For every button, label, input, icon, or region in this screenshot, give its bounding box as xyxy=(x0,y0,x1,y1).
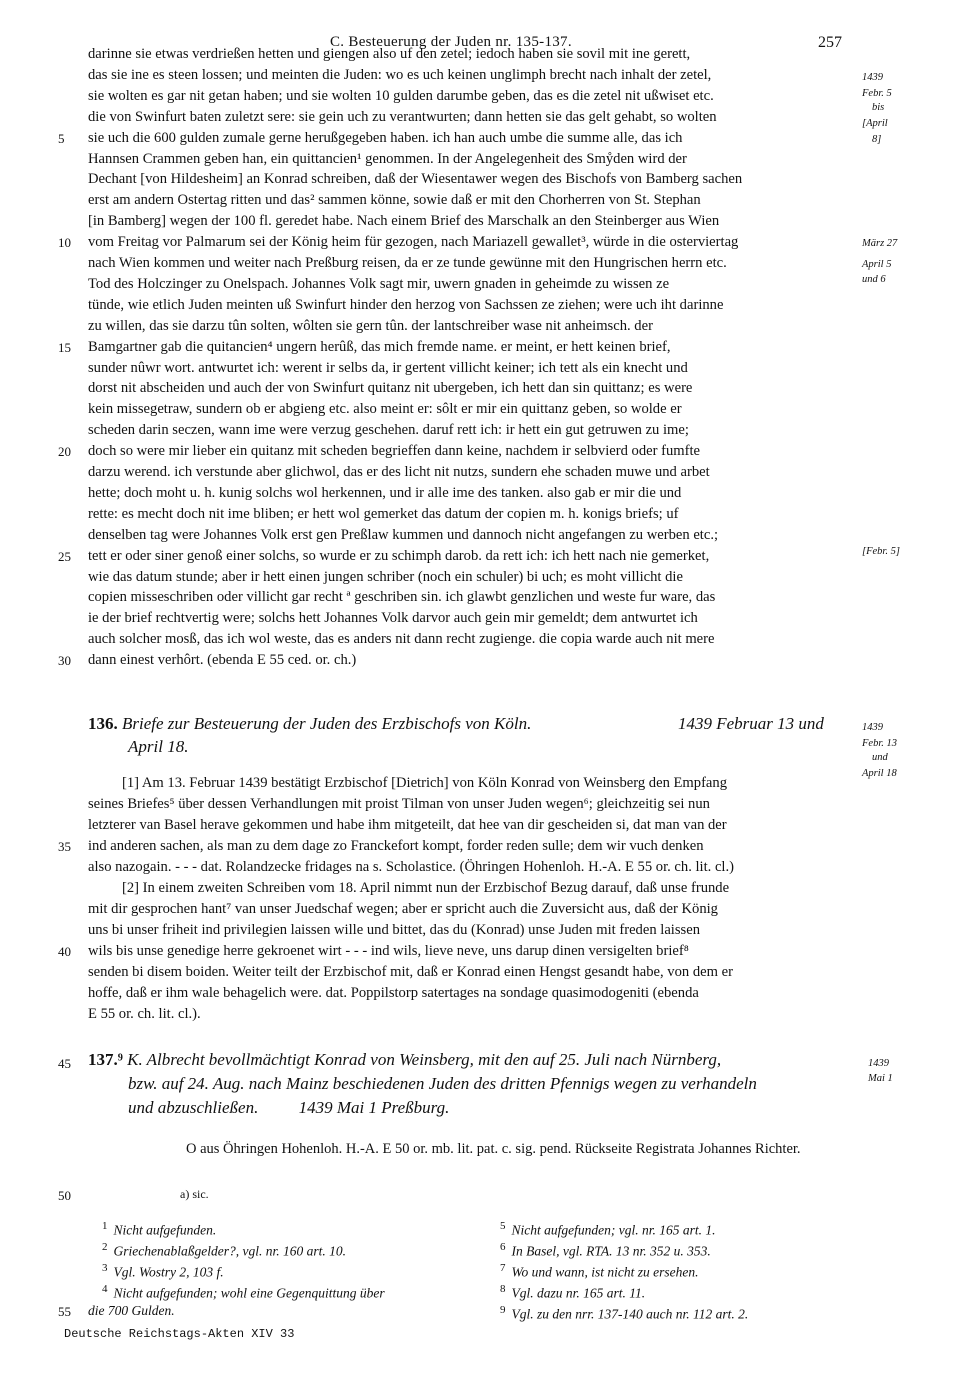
margin-note: April 5 xyxy=(862,259,892,270)
footnote-text: Vgl. Wostry 2, 103 f. xyxy=(113,1264,224,1280)
body-line: kein missegetraw, sundern ob er abgieng etc. also meint er: sôlt er mir ein quittanz geben, so wolde er xyxy=(88,401,682,418)
page-footer: Deutsche Reichstags-Akten XIV 33 xyxy=(64,1327,295,1341)
doc-137-date: 1439 Mai 1 Preßburg. xyxy=(298,1098,450,1117)
footnote xyxy=(102,1217,216,1240)
body-line: senden bi disem boiden. Weiter teilt der Erzbischof mit, daß er Konrad einen Hengst gesandt habe, von dem er xyxy=(88,964,733,980)
margin-note: Febr. 13 xyxy=(862,738,897,749)
footnote-text: die 700 Gulden. xyxy=(88,1303,175,1318)
running-header: C. Besteuerung der Juden nr. 135-137. xyxy=(330,34,572,50)
footnote-number: 8 xyxy=(500,1283,506,1295)
line-number: 20 xyxy=(58,444,71,460)
margin-note: bis xyxy=(872,102,885,113)
footnote xyxy=(102,1259,224,1282)
body-line: zu willen, das sie darzu tûn solten, wôlten sie gern tûn. der lantschreiber wase nit anheimsch. der xyxy=(88,317,653,334)
footnote-number: 4 xyxy=(102,1283,108,1295)
line-number: 25 xyxy=(58,548,71,564)
page-number: 257 xyxy=(818,34,842,51)
footnote xyxy=(500,1259,699,1282)
line-number: 5 xyxy=(58,130,65,146)
line-number: 30 xyxy=(58,653,71,669)
footnote-number: 9 xyxy=(500,1304,506,1316)
doc-136-date2: April 18. xyxy=(128,737,189,756)
margin-note: 1439 xyxy=(862,722,883,733)
body-line: [in Bamberg] wegen der 100 fl. geredet habe. Nach einem Brief des Marschalk an den Steinberger aus Wien xyxy=(88,213,720,230)
body-line: darinne sie etwas verdrießen hetten und giengen also uf den zetel; iedoch haben sie sovil mit ine gerett, xyxy=(88,46,691,62)
margin-note: Mai 1 xyxy=(868,1073,893,1084)
doc-137-heading xyxy=(88,1048,848,1120)
footnote xyxy=(102,1280,385,1303)
body-line: copien misseschriben oder villicht gar recht ª geschriben sin. ich glawbt genzlichen und weste fur ware, das xyxy=(88,589,716,606)
body-line: letzterer van Basel herave gekommen und habe ihm mitgeteilt, dat hee van dir gescheiden si, dat man van der xyxy=(88,817,727,833)
body-line: scheden darin seczen, wann ime were verzug geschehen. daruf rett ich: ir hett ein gut getruwen zu ime; xyxy=(88,422,689,439)
margin-note: [April xyxy=(862,118,888,129)
body-line: sie wolten es gar nit getan haben; und sie wolten 10 gulden darumbe geben, das es die zetel nit ußwiset etc. xyxy=(88,87,714,104)
doc-137-title2: bzw. auf 24. Aug. nach Mainz beschiedenen Juden des dritten Pfennigs wegen zu verhandeln xyxy=(128,1074,757,1093)
footnote-number: 1 xyxy=(102,1220,108,1232)
margin-note: [Febr. 5] xyxy=(862,546,900,557)
margin-note: 1439 xyxy=(862,72,883,83)
footnote-text: Nicht aufgefunden; vgl. nr. 165 art. 1. xyxy=(511,1222,716,1238)
footnote-number: 5 xyxy=(500,1220,506,1232)
doc-136-date: 1439 Februar 13 und xyxy=(678,714,824,733)
line-number: 15 xyxy=(58,339,71,355)
line-number-45: 45 xyxy=(58,1056,71,1071)
body-line: auch solcher mosß, das ich wol weste, das es anders nit dann recht zugienge. die copia warde auch nit mere xyxy=(88,631,715,648)
footnote xyxy=(88,1301,175,1320)
footnote xyxy=(500,1301,748,1324)
body-line: darzu werend. ich verstunde aber glichwol, das er des licht nit nutzs, sundern ehe schaden muwe und arbet xyxy=(88,464,710,480)
body-line: das sie ine es steen lossen; und meinten die Juden: wo es uch keinen unglimph brecht nach inhalt der zetel, xyxy=(88,66,712,83)
line-number: 10 xyxy=(58,235,71,251)
body-line: doch so were mir lieber ein quitanz mit scheden begrieffen dann keine, nachdem ir selbvierd oder fumfte xyxy=(88,443,701,460)
body-line: E 55 or. ch. lit. cl.). xyxy=(88,1006,201,1022)
margin-note: 8] xyxy=(872,134,882,145)
body-line: erst am andern Ostertag ritten und das² sammen könne, sowie daß er mit den Chorherren von St. Stephan xyxy=(88,192,701,209)
footnote-text: Vgl. zu den nrr. 137-140 auch nr. 112 art. 2. xyxy=(511,1306,749,1322)
footnote xyxy=(500,1280,645,1303)
body-line: rette: es mecht doch nit ime bliben; er hett wol gemerket das datum der copien m. h. konigs briefs; uf xyxy=(88,505,679,522)
doc-136-heading xyxy=(88,712,848,758)
margin-note: März 27 xyxy=(862,238,898,249)
footnote-text: Griechenablaßgelder?, vgl. nr. 160 art. 10. xyxy=(113,1243,346,1259)
body-line: hette; doch moht u. h. kunig solchs wol herkennen, und ir alle ime des tanken. also gab er mir die und xyxy=(88,484,682,501)
footnote-text: Nicht aufgefunden. xyxy=(113,1222,217,1238)
body-line: sie uch die 600 gulden zumale gerne herußgegeben haben. ich han auch umbe die summe alle, das ich xyxy=(88,129,683,146)
source-note: O aus Öhringen Hohenloh. H.-A. E 50 or. mb. lit. pat. c. sig. pend. Rückseite Registrata Johannes Richter. xyxy=(186,1141,801,1157)
body-line: Bamgartner gab die quitancien⁴ ungern herûß, das mich fremde name. er meint, er hett keinen brief, xyxy=(88,338,671,355)
margin-note: und xyxy=(872,752,888,763)
footnote-text: Vgl. dazu nr. 165 art. 11. xyxy=(511,1285,646,1301)
line-number: 35 xyxy=(58,839,71,854)
body-line: wils bis unse genedige herre gekroenet wirt - - - ind wils, lieve neve, uns darup dinen versigelten brief⁸ xyxy=(88,943,689,959)
footnote-number: 7 xyxy=(500,1262,506,1274)
body-line: [1] Am 13. Februar 1439 bestätigt Erzbischof [Dietrich] von Köln Konrad von Weinsberg den Empfang xyxy=(122,775,728,791)
margin-note: und 6 xyxy=(862,274,886,285)
body-line: tett er oder siner genoß einer solchs, so wurde er zu schimph darob. da rett ich: ich hett nach nie gemerket, xyxy=(88,547,710,564)
body-line: uns bi unser friheit ind privilegien laissen wille und bittet, das du (Konrad) unse Juden mit freden laissen xyxy=(88,922,700,938)
body-line: Tod des Holczinger zu Onelspach. Johannes Volk sagt mir, uwern gnaden in geheimde zu wissen ze xyxy=(88,275,670,292)
doc-137-number: 137.⁹ xyxy=(88,1050,123,1069)
apparatus-note: a) sic. xyxy=(180,1187,209,1201)
footnote-text: Nicht aufgefunden; wohl eine Gegenquittung über xyxy=(113,1285,385,1301)
doc-136-number: 136. xyxy=(88,714,118,733)
body-line: die von Swinfurt baten zuletzt sere: sie gein uch zu verantwurten; dann hetten sie das gelt gehabt, so wolten xyxy=(88,108,717,125)
body-line: ie der brief rechtvertig were; solchs hett Johannes Volk darvor auch gein mir gemeldt; dem antwurtet ich xyxy=(88,610,698,627)
body-line: tünde, wie etlich Juden meinten uß Swinfurt hinder den herzog von Sachssen ze ziehen; were uch iht darinne xyxy=(88,296,724,313)
footnote-number: 6 xyxy=(500,1241,506,1253)
line-number: 40 xyxy=(58,944,71,959)
doc-137-title3: und abzuschließen. xyxy=(128,1098,259,1117)
body-line: dorst nit abscheiden und auch der von Swinfurt quitanz nit ubergeben, ich hett dan sin quittanz; es were xyxy=(88,380,693,397)
body-line: ind anderen sachen, als man zu dem dage zo Franckefort kompt, forder reden sulle; dem wir vuch denken xyxy=(88,838,704,854)
body-line: dann einest verhôrt. (ebenda E 55 ced. or. ch.) xyxy=(88,652,357,669)
body-line: sunder nûwr wort. antwurtet ich: werent ir selbs da, ir gertent villicht keiner; ich tett als ein knecht und xyxy=(88,359,688,376)
body-line: wie das datum stunde; aber ir hett einen jungen schriber (noch ein schuler) bi uch; es moht villicht die xyxy=(88,568,683,585)
margin-note: Febr. 5 xyxy=(862,88,892,99)
footnote-text: Wo und wann, ist nicht zu ersehen. xyxy=(511,1264,699,1280)
body-line: mit dir gesprochen hant⁷ van unser Juedschaf wegen; aber er spricht auch die Zuversicht aus, daß der König xyxy=(88,901,718,917)
body-line: hoffe, daß er ihm wale behagelich were. dat. Poppilstorp satertages na sondage quasimodogeniti (ebenda xyxy=(88,985,699,1001)
line-number-55: 55 xyxy=(58,1304,71,1319)
body-line: seines Briefes⁵ über dessen Verhandlungen mit proist Tilman von unser Juden wegen⁶; gleichzeitig sei nun xyxy=(88,796,710,812)
body-line: vom Freitag vor Palmarum sei der König heim für gezogen, nach Mariazell gewallet³, würde in die osterviertag xyxy=(88,234,739,251)
footnote xyxy=(102,1238,346,1261)
body-line: [2] In einem zweiten Schreiben vom 18. April nimmt nun der Erzbischof Bezug darauf, daß unse frunde xyxy=(122,880,730,896)
footnote xyxy=(500,1217,715,1240)
line-number-50: 50 xyxy=(58,1188,71,1203)
body-line: denselben tag were Johannes Volk erst gen Preßlaw kummen und dannoch nicht angefangen zu werben etc.; xyxy=(88,526,719,543)
body-line: also nazogain. - - - dat. Rolandzecke fridages na s. Scholastice. (Öhringen Hohenloh. H.-A. E 55 or. ch. lit. cl.) xyxy=(88,859,734,875)
doc-136-title: Briefe zur Besteuerung der Juden des Erzbischofs von Köln. xyxy=(122,714,532,733)
footnote-text: In Basel, vgl. RTA. 13 nr. 352 u. 353. xyxy=(511,1243,711,1259)
doc-137-title: K. Albrecht bevollmächtigt Konrad von Weinsberg, mit den auf 25. Juli nach Nürnberg, xyxy=(127,1050,722,1069)
footnote-number: 2 xyxy=(102,1241,108,1253)
margin-note: 1439 xyxy=(868,1058,889,1069)
footnote-number: 3 xyxy=(102,1262,108,1274)
body-line: Dechant [von Hildesheim] an Konrad schreiben, daß der Wiesentawer wegen des Bischofs von Bamberg sachen xyxy=(88,171,743,188)
body-line: Hannsen Crammen geben han, ein quittancien¹ genommen. In der Angelegenheit des Smẙden wird der xyxy=(88,150,687,167)
footnote xyxy=(500,1238,711,1261)
body-line: nach Wien kommen und weiter nach Preßburg reisen, da er ze tunde gewünne mit den Hungrischen herrn etc. xyxy=(88,255,727,271)
margin-note: April 18 xyxy=(862,768,897,779)
